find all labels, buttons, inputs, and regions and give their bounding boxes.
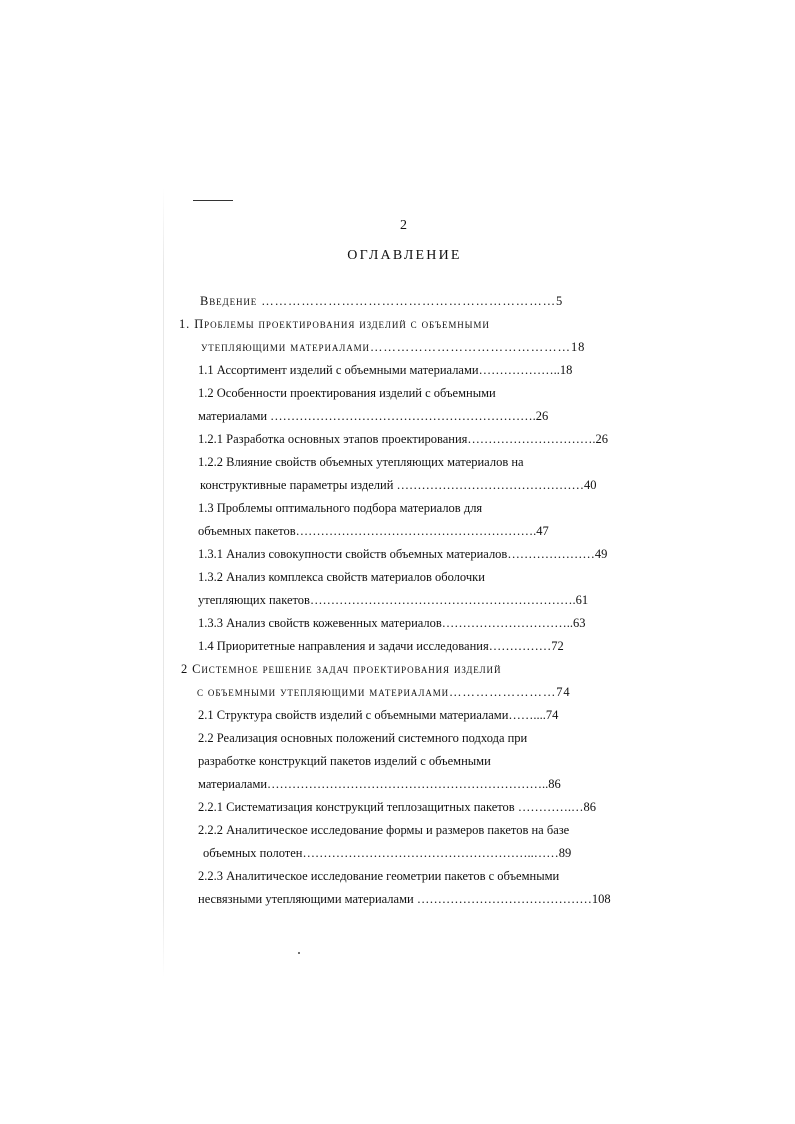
toc-entry-text: объемных полотен………………………………………………..……89 [203,846,572,860]
toc-entry-text: утепляющих пакетов……………………………………………………….61 [198,593,589,607]
toc-entry-text: 1.4 Приоритетные направления и задачи исследования……………72 [198,639,564,653]
toc-entry-text: 1.1 Ассортимент изделий с объемными материалами………………..18 [198,363,573,377]
toc-entry [0,708,795,728]
toc-entry-text: 1.2.2 Влияние свойств объемных утепляющих материалов на [198,455,524,469]
toc-entry-text: 2 Системное решение задач проектирования изделий [181,662,502,676]
toc-entry-text: материалами…………………………………………………………..86 [198,777,561,791]
toc-entry [0,685,795,705]
toc-entry [0,409,795,429]
toc-entry [0,731,795,751]
toc-entry [0,340,795,360]
toc-entry-text: конструктивные параметры изделий ………………………………………40 [200,478,597,492]
toc-entry-text: 1.2.1 Разработка основных этапов проектирования………………………….26 [198,432,609,446]
toc-entry [0,570,795,590]
toc-entry [0,363,795,383]
scan-mark [193,200,233,201]
toc-entry-text: 1. Проблемы проектирования изделий с объемными [179,317,490,331]
toc-entry [0,593,795,613]
toc-entry [0,524,795,544]
toc-entry-text: разработке конструкций пакетов изделий с объемными [198,754,491,768]
toc-entry-text: утепляющими материалами………………………………………18 [201,340,586,354]
toc-entry [0,777,795,797]
toc-entry [0,639,795,659]
toc-entry-text: с объемными утепляющими материалами……………………74 [197,685,571,699]
toc-entry [0,317,795,337]
toc-title: ОГЛАВЛЕНИЕ [347,248,462,263]
toc-entry-text: 2.1 Структура свойств изделий с объемными материалами……....74 [198,708,559,722]
toc-entry [0,501,795,521]
toc-entry [0,478,795,498]
toc-entry-text: 1.2 Особенности проектирования изделий с объемными [198,386,496,400]
toc-entry [0,823,795,843]
toc-entry [0,455,795,475]
toc-entry-text: материалами ……………………………………………………….26 [198,409,549,423]
toc-entry [0,386,795,406]
toc-entry [0,892,795,912]
toc-entry-text: 2.2.1 Систематизация конструкций теплозащитных пакетов ………….…86 [198,800,596,814]
toc-entry [0,432,795,452]
toc-entry-text: несвязными утепляющими материалами ……………………………………108 [198,892,611,906]
toc-entry [0,547,795,567]
page-number: 2 [400,218,407,233]
scan-speck [298,952,300,954]
toc-entry-text: 1.3.1 Анализ совокупности свойств объемных материалов…………………49 [198,547,608,561]
toc-entry-text: 2.2.3 Аналитическое исследование геометрии пакетов с объемными [198,869,560,883]
toc-entry [0,662,795,682]
toc-entry [0,846,795,866]
toc-entry [0,869,795,889]
toc-entry-text: 1.3 Проблемы оптимального подбора материалов для [198,501,483,515]
toc-entry-text: 1.3.2 Анализ комплекса свойств материалов оболочки [198,570,485,584]
toc-entry-text: 2.2.2 Аналитическое исследование формы и размеров пакетов на базе [198,823,570,837]
toc-entry-text: Введение …………………………………………………………5 [200,294,564,308]
toc-entry [0,800,795,820]
toc-entry [0,616,795,636]
toc-entry [0,754,795,774]
toc-entry-text: 2.2 Реализация основных положений системного подхода при [198,731,528,745]
toc-entry [0,294,795,314]
toc-entry-text: объемных пакетов………………………………………………….47 [198,524,549,538]
toc-entry-text: 1.3.3 Анализ свойств кожевенных материалов…………………………..63 [198,616,586,630]
